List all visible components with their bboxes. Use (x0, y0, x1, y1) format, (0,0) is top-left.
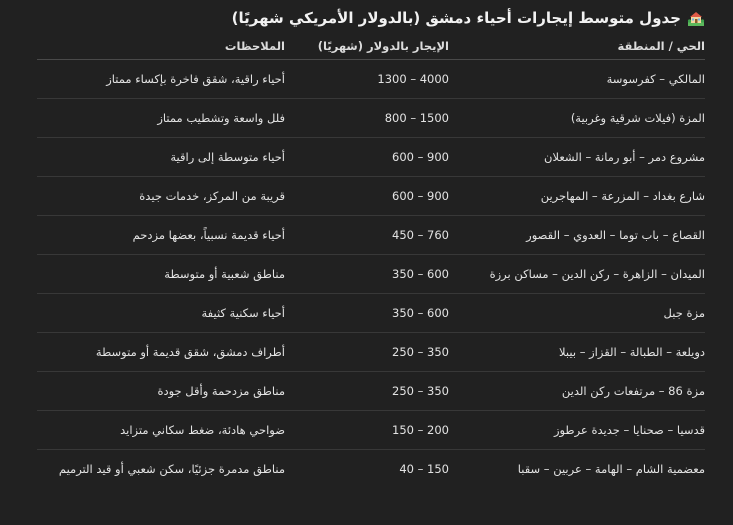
cell-area: معضمية الشام – الهامة – عربين – سقبا (517, 462, 705, 476)
cell-notes: أحياء راقية، شقق فاخرة بإكساء ممتاز (37, 60, 285, 99)
cell-rent (285, 177, 449, 216)
table-row (37, 255, 705, 294)
cell-notes: مناطق شعبية أو متوسطة (37, 255, 285, 294)
cell-area: المالكي – كفرسوسة (449, 60, 705, 99)
rent-value: 40 – 150 (399, 462, 449, 476)
cell-area: مشروع دمر – أبو رمانة – الشعلان (449, 138, 705, 177)
table-row (37, 138, 705, 177)
cell-rent (285, 372, 449, 411)
cell-rent (285, 138, 449, 177)
rent-value: 450 – 760 (392, 228, 449, 242)
rent-value: 350 – 600 (392, 267, 449, 281)
rent-value: 250 – 350 (392, 345, 449, 359)
cell-area: الميدان – الزاهرة – ركن الدين – مساكن برزة (449, 255, 705, 294)
table-row (37, 411, 705, 450)
table-row (37, 177, 705, 216)
cell-rent (285, 255, 449, 294)
cell-rent (285, 450, 449, 489)
cell-rent (285, 333, 449, 372)
table-row (37, 216, 705, 255)
table-row (37, 60, 705, 99)
table-body (37, 60, 705, 489)
cell-notes: أطراف دمشق، شقق قديمة أو متوسطة (37, 333, 285, 372)
cell-rent (285, 60, 449, 99)
table-row (37, 294, 705, 333)
cell-area: قدسيا – صحنايا – جديدة عرطوز (449, 411, 705, 450)
cell-notes: أحياء متوسطة إلى راقية (37, 138, 285, 177)
cell-notes: قريبة من المركز، خدمات جيدة (37, 177, 285, 216)
cell-notes: مناطق مدمرة جزئيًا، سكن شعبي أو قيد الترميم (58, 462, 285, 476)
page-title: جدول متوسط إيجارات أحياء دمشق (بالدولار الأمريكي شهريًا) (231, 9, 681, 27)
cell-rent (285, 294, 449, 333)
table-header-row (37, 32, 705, 60)
cell-rent (285, 411, 449, 450)
table-row (37, 99, 705, 138)
cell-notes: مناطق مزدحمة وأقل جودة (37, 372, 285, 411)
header-rent: الإيجار بالدولار (شهريًا) (285, 32, 449, 60)
cell-notes: ضواحي هادئة، ضغط سكاني متزايد (37, 411, 285, 450)
rent-value: 600 – 900 (392, 150, 449, 164)
cell-area: مزة 86 – مرتفعات ركن الدين (449, 372, 705, 411)
cell-notes: أحياء سكنية كثيفة (37, 294, 285, 333)
cell-area: شارع بغداد – المزرعة – المهاجرين (449, 177, 705, 216)
rent-value: 600 – 900 (392, 189, 449, 203)
title-row (232, 4, 705, 32)
house-garden-icon (687, 9, 705, 27)
table-row (37, 450, 705, 489)
cell-area: دويلعة – الطبالة – القزاز – بيبلا (449, 333, 705, 372)
cell-area: مزة جبل (449, 294, 705, 333)
rent-value: 150 – 200 (392, 423, 449, 437)
table-row (37, 333, 705, 372)
cell-rent (285, 99, 449, 138)
rent-table (37, 32, 705, 488)
rent-value: 250 – 350 (392, 384, 449, 398)
header-notes: الملاحظات (37, 32, 285, 60)
rent-value: 350 – 600 (392, 306, 449, 320)
cell-notes: فلل واسعة وتشطيب ممتاز (37, 99, 285, 138)
cell-notes: أحياء قديمة نسبياً، بعضها مزدحم (37, 216, 285, 255)
cell-rent (285, 216, 449, 255)
rent-value: 1300 – 4000 (377, 72, 449, 86)
cell-area: القصاع – باب توما – العدوي – القصور (449, 216, 705, 255)
cell-area: المزة (فيلات شرقية وغربية) (449, 99, 705, 138)
table-row (37, 372, 705, 411)
header-area: الحي / المنطقة (449, 32, 705, 60)
rent-value: 800 – 1500 (384, 111, 449, 125)
